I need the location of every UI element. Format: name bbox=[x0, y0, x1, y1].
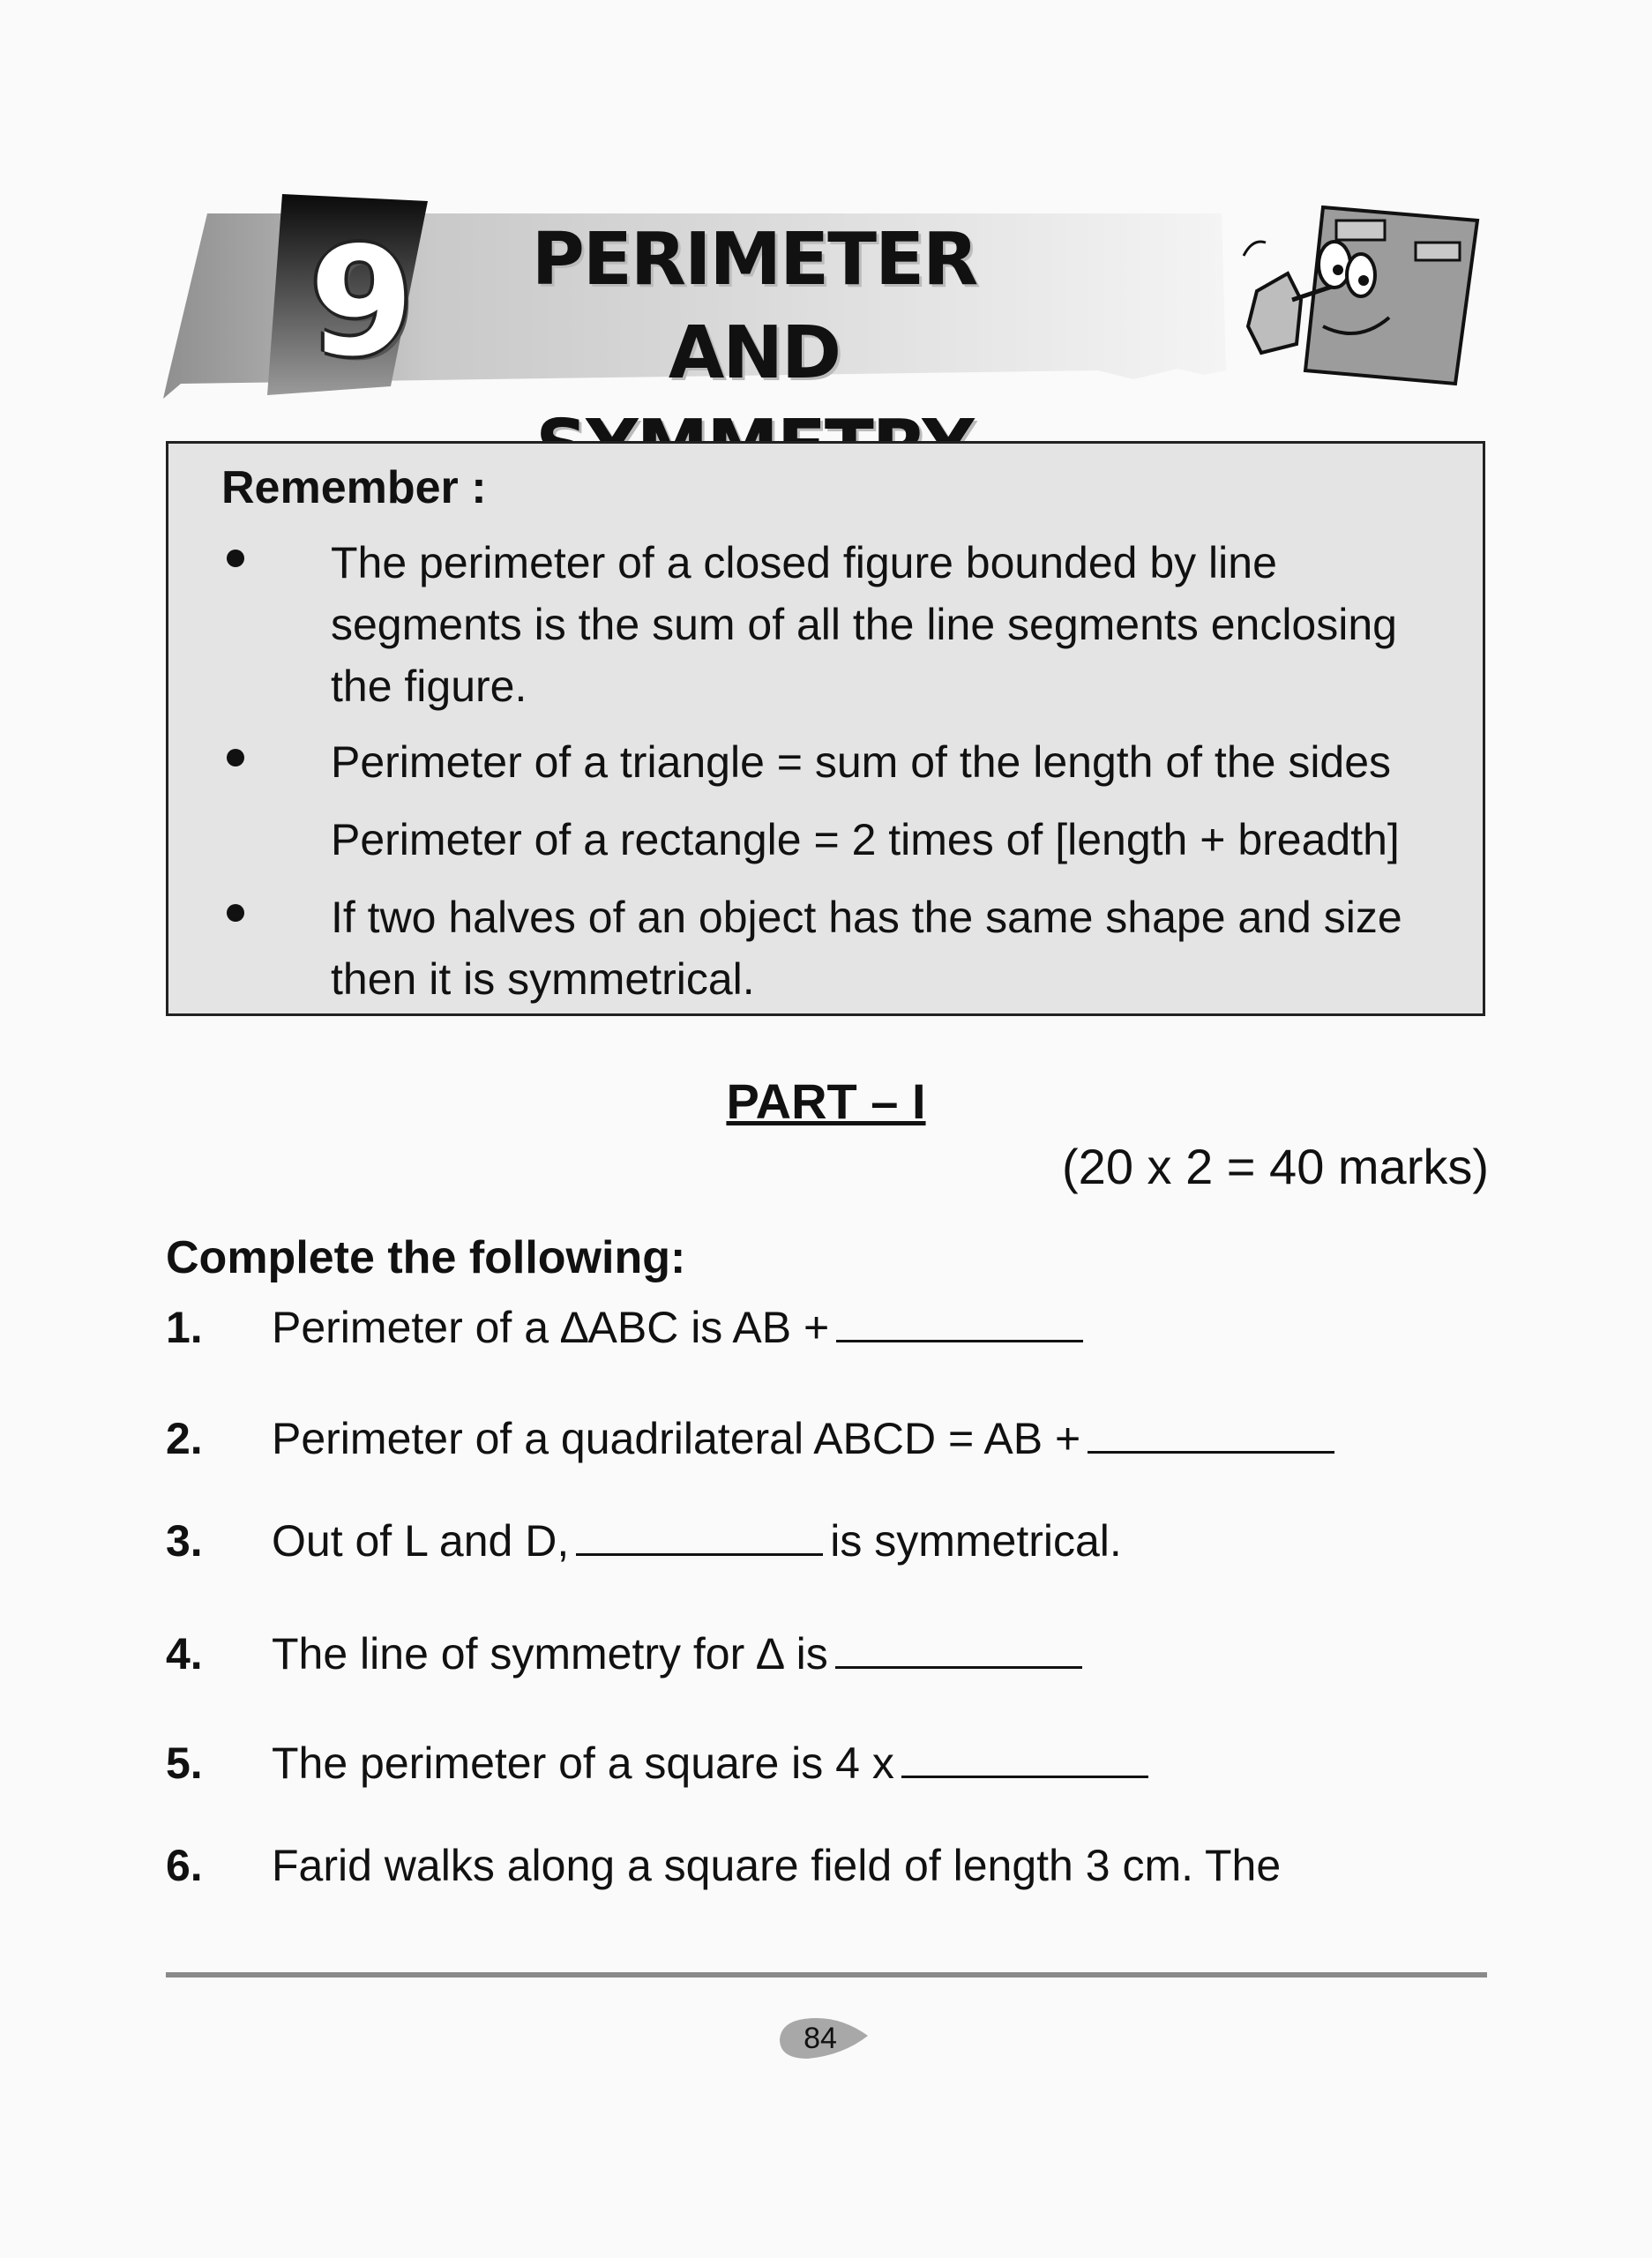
instruction-text: Complete the following: bbox=[166, 1232, 686, 1283]
question-number: 2. bbox=[166, 1414, 203, 1463]
remember-item-line: Perimeter of a triangle = sum of the length of the sides bbox=[331, 737, 1392, 787]
answer-blank[interactable] bbox=[901, 1740, 1148, 1778]
answer-blank[interactable] bbox=[835, 1631, 1082, 1669]
page-number: 84 bbox=[804, 2022, 837, 2055]
footer-rule bbox=[166, 1972, 1487, 1978]
bullet-icon bbox=[227, 550, 244, 567]
question-text-before: The line of symmetry for ∆ is bbox=[272, 1629, 828, 1679]
bullet-icon bbox=[227, 749, 244, 766]
question-number: 4. bbox=[166, 1629, 203, 1679]
remember-item-1 bbox=[221, 532, 1447, 717]
chapter-banner bbox=[163, 194, 1257, 406]
remember-item-line: segments is the sum of all the line segments enclosing bbox=[331, 600, 1397, 649]
remember-title: Remember : bbox=[221, 462, 487, 513]
marks-note: (20 x 2 = 40 marks) bbox=[1062, 1139, 1489, 1194]
remember-item-line: the figure. bbox=[331, 662, 527, 711]
answer-blank[interactable] bbox=[576, 1518, 823, 1556]
question-text-before: Perimeter of a ∆ABC is AB + bbox=[272, 1303, 830, 1352]
remember-item-3 bbox=[221, 886, 1447, 1010]
question-text-before: Out of L and D, bbox=[272, 1516, 570, 1566]
question-text bbox=[272, 1413, 1342, 1464]
remember-item-line: then it is symmetrical. bbox=[331, 954, 755, 1004]
remember-item-2b bbox=[221, 809, 1447, 871]
question-text bbox=[272, 1628, 1089, 1679]
question-number: 6. bbox=[166, 1841, 203, 1890]
remember-item-line: The perimeter of a closed figure bounded by line bbox=[331, 538, 1277, 587]
answer-blank[interactable] bbox=[836, 1305, 1083, 1342]
question-text-after: is symmetrical. bbox=[830, 1516, 1122, 1566]
question-text bbox=[272, 1302, 1090, 1353]
question-number: 3. bbox=[166, 1516, 203, 1566]
chapter-number: 9 bbox=[309, 215, 415, 390]
cartoon-paper-character-icon bbox=[1239, 203, 1486, 388]
bullet-icon bbox=[227, 904, 244, 922]
question-number: 5. bbox=[166, 1738, 203, 1788]
question-text-before: Perimeter of a quadrilateral ABCD = AB + bbox=[272, 1414, 1081, 1463]
question-text: Farid walks along a square field of length 3 cm. The bbox=[272, 1841, 1282, 1890]
part-heading: PART – I bbox=[726, 1073, 926, 1129]
chapter-title-line-1: PERIMETER AND bbox=[531, 218, 977, 395]
remember-item-2 bbox=[221, 731, 1447, 793]
remember-item-line: Perimeter of a rectangle = 2 times of [length + breadth] bbox=[331, 815, 1400, 864]
answer-blank[interactable] bbox=[1088, 1416, 1334, 1454]
remember-item-line: If two halves of an object has the same shape and size bbox=[331, 893, 1402, 942]
remember-box bbox=[166, 441, 1485, 1016]
question-text-before: The perimeter of a square is 4 x bbox=[272, 1738, 894, 1788]
question-number: 1. bbox=[166, 1303, 203, 1352]
question-text bbox=[272, 1515, 1122, 1566]
question-text bbox=[272, 1738, 1155, 1789]
